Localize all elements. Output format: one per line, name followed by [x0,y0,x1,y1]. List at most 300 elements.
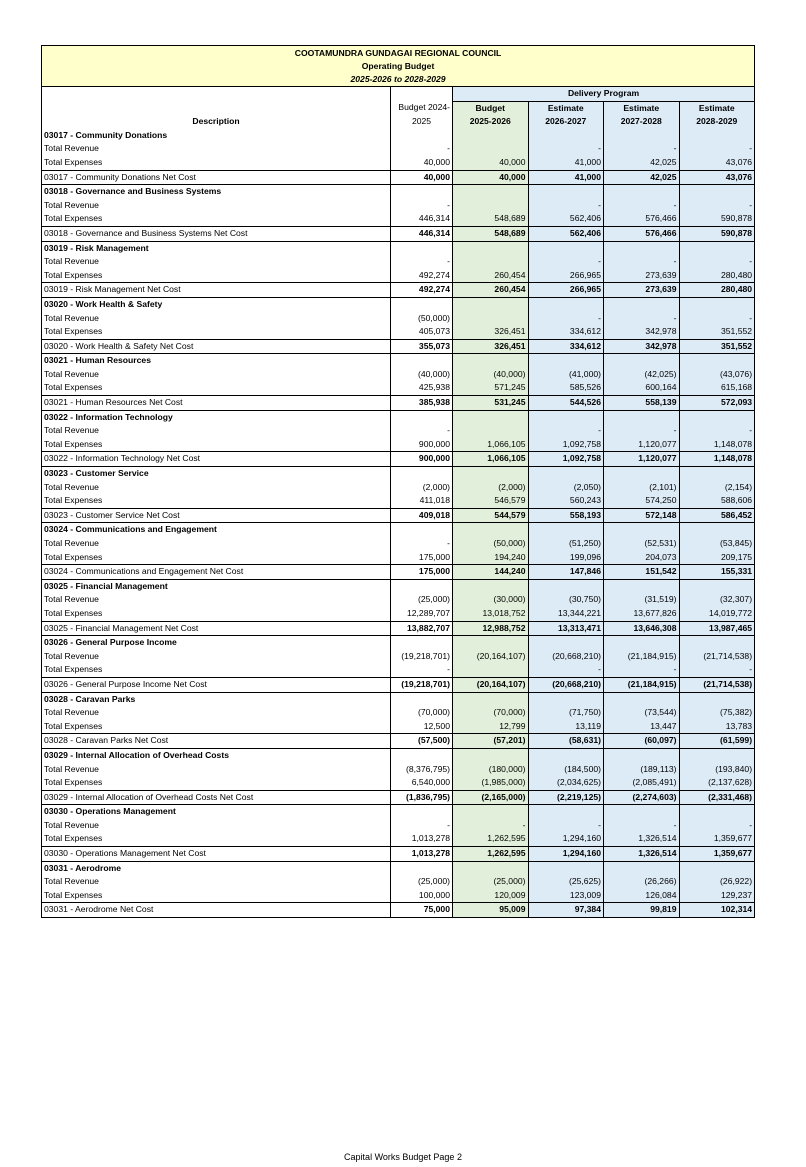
table-row [42,763,755,777]
value-cell: (184,500) [528,763,604,777]
table-row [42,819,755,833]
value-cell: 273,639 [604,269,680,283]
value-cell: 1,013,278 [391,847,453,862]
row-label: Total Revenue [42,650,391,664]
value-cell: (30,000) [453,593,529,607]
table-row [42,481,755,495]
net-cost-row [42,283,755,298]
value-cell: 12,988,752 [453,621,529,636]
value-cell: - [604,663,680,677]
row-label: 03017 - Community Donations Net Cost [42,170,391,185]
value-cell: 600,164 [604,381,680,395]
section-title: 03031 - Aerodrome [42,861,391,875]
value-cell: 1,120,077 [604,452,680,467]
table-row [42,494,755,508]
value-cell: 425,938 [391,381,453,395]
value-cell: (25,000) [453,875,529,889]
row-label: 03025 - Financial Management Net Cost [42,621,391,636]
table-row [42,551,755,565]
value-cell: - [679,312,755,326]
value-cell: 102,314 [679,903,755,918]
value-cell: 280,480 [679,283,755,298]
value-cell: 1,013,278 [391,832,453,846]
value-cell: 900,000 [391,438,453,452]
table-row [42,212,755,226]
value-cell: (21,184,915) [604,677,680,692]
value-cell: 13,018,752 [453,607,529,621]
value-cell: 558,193 [528,508,604,523]
value-cell [453,142,529,156]
value-cell [453,663,529,677]
value-cell: - [679,142,755,156]
table-row [42,424,755,438]
row-label: 03018 - Governance and Business Systems Net Cost [42,226,391,241]
table-row [42,269,755,283]
col-description-header: Description [42,115,391,129]
value-cell: 385,938 [391,396,453,411]
table-row [42,593,755,607]
value-cell: 175,000 [391,565,453,580]
value-cell: 571,245 [453,381,529,395]
value-cell: 1,066,105 [453,438,529,452]
section-title: 03017 - Community Donations [42,129,391,143]
value-cell: 100,000 [391,889,453,903]
value-cell: 209,175 [679,551,755,565]
value-cell: 266,965 [528,283,604,298]
section-header-row [42,636,755,650]
row-label: Total Expenses [42,381,391,395]
value-cell: 266,965 [528,269,604,283]
col-est2-bottom: 2027-2028 [604,115,680,129]
row-label: 03021 - Human Resources Net Cost [42,396,391,411]
value-cell: (2,050) [528,481,604,495]
value-cell: - [604,199,680,213]
net-cost-row [42,621,755,636]
value-cell: (1,836,795) [391,790,453,805]
col-est3-top: Estimate [679,101,755,115]
value-cell: (75,382) [679,706,755,720]
value-cell: 40,000 [391,156,453,170]
value-cell: 326,451 [453,339,529,354]
value-cell: 1,294,160 [528,847,604,862]
value-cell: (41,000) [528,368,604,382]
section-title: 03026 - General Purpose Income [42,636,391,650]
value-cell: 13,677,826 [604,607,680,621]
value-cell: (2,000) [391,481,453,495]
value-cell: (2,154) [679,481,755,495]
value-cell: 12,799 [453,720,529,734]
value-cell: 260,454 [453,283,529,298]
value-cell: (57,201) [453,734,529,749]
section-header-row [42,748,755,762]
value-cell: 1,262,595 [453,847,529,862]
table-row [42,156,755,170]
value-cell: 562,406 [528,226,604,241]
value-cell: 544,579 [453,508,529,523]
value-cell: 204,073 [604,551,680,565]
value-cell: 546,579 [453,494,529,508]
row-label: Total Expenses [42,325,391,339]
value-cell: (19,218,701) [391,650,453,664]
row-label: Total Expenses [42,663,391,677]
value-cell: 576,466 [604,226,680,241]
section-header-row [42,692,755,706]
value-cell: - [528,199,604,213]
value-cell: 95,009 [453,903,529,918]
value-cell: 6,540,000 [391,776,453,790]
col-est1-bottom: 2026-2027 [528,115,604,129]
value-cell: (20,668,210) [528,650,604,664]
value-cell: 576,466 [604,212,680,226]
value-cell: 334,612 [528,339,604,354]
col-prev-bottom: 2025 [391,115,453,129]
value-cell: (70,000) [453,706,529,720]
value-cell: 120,009 [453,889,529,903]
table-row [42,368,755,382]
section-header-row [42,410,755,424]
value-cell: 273,639 [604,283,680,298]
value-cell: - [528,255,604,269]
value-cell: 342,978 [604,339,680,354]
value-cell: 151,542 [604,565,680,580]
value-cell: (2,101) [604,481,680,495]
value-cell: 586,452 [679,508,755,523]
value-cell: 1,326,514 [604,847,680,862]
section-header-row [42,185,755,199]
section-header-row [42,579,755,593]
value-cell: 199,096 [528,551,604,565]
value-cell: 147,846 [528,565,604,580]
row-label: Total Revenue [42,481,391,495]
value-cell: 13,447 [604,720,680,734]
value-cell: (193,840) [679,763,755,777]
value-cell: 43,076 [679,170,755,185]
value-cell: (2,034,625) [528,776,604,790]
value-cell: 13,783 [679,720,755,734]
value-cell: - [391,819,453,833]
delivery-program-header: Delivery Program [453,87,755,102]
value-cell: (40,000) [453,368,529,382]
value-cell: 129,237 [679,889,755,903]
value-cell: (53,845) [679,537,755,551]
value-cell: (2,000) [453,481,529,495]
row-label: Total Expenses [42,776,391,790]
net-cost-row [42,565,755,580]
row-label: 03029 - Internal Allocation of Overhead Costs Net Cost [42,790,391,805]
value-cell: 615,168 [679,381,755,395]
value-cell: (20,668,210) [528,677,604,692]
value-cell: - [604,819,680,833]
value-cell: 351,552 [679,325,755,339]
value-cell: (51,250) [528,537,604,551]
row-label: 03023 - Customer Service Net Cost [42,508,391,523]
table-row [42,255,755,269]
value-cell: 446,314 [391,226,453,241]
value-cell: 411,018 [391,494,453,508]
value-cell: 492,274 [391,269,453,283]
table-row [42,650,755,664]
row-label: Total Expenses [42,269,391,283]
value-cell: (32,307) [679,593,755,607]
value-cell: 41,000 [528,170,604,185]
net-cost-row [42,339,755,354]
value-cell: - [679,199,755,213]
value-cell: 13,313,471 [528,621,604,636]
value-cell: (2,274,603) [604,790,680,805]
table-row [42,312,755,326]
value-cell: - [391,424,453,438]
value-cell: 144,240 [453,565,529,580]
value-cell: - [604,255,680,269]
value-cell: (61,599) [679,734,755,749]
section-header-row [42,523,755,537]
row-label: Total Revenue [42,199,391,213]
value-cell: 13,987,465 [679,621,755,636]
row-label: Total Revenue [42,255,391,269]
section-title: 03024 - Communications and Engagement [42,523,391,537]
value-cell: - [679,255,755,269]
section-header-row [42,805,755,819]
value-cell: (52,531) [604,537,680,551]
value-cell: - [528,819,604,833]
row-label: Total Revenue [42,312,391,326]
row-label: 03031 - Aerodrome Net Cost [42,903,391,918]
value-cell: 13,882,707 [391,621,453,636]
row-label: 03028 - Caravan Parks Net Cost [42,734,391,749]
value-cell: 900,000 [391,452,453,467]
value-cell: - [391,255,453,269]
table-row [42,706,755,720]
value-cell [453,199,529,213]
value-cell: (50,000) [391,312,453,326]
row-label: 03026 - General Purpose Income Net Cost [42,677,391,692]
value-cell: (2,219,125) [528,790,604,805]
row-label: Total Expenses [42,156,391,170]
value-cell: 590,878 [679,226,755,241]
section-header-row [42,129,755,143]
row-label: Total Revenue [42,424,391,438]
value-cell: (21,714,538) [679,677,755,692]
table-row [42,142,755,156]
value-cell: 1,262,595 [453,832,529,846]
net-cost-row [42,170,755,185]
value-cell: 562,406 [528,212,604,226]
net-cost-row [42,677,755,692]
value-cell: 572,093 [679,396,755,411]
value-cell: - [391,199,453,213]
row-label: Total Revenue [42,819,391,833]
row-label: 03022 - Information Technology Net Cost [42,452,391,467]
table-row [42,381,755,395]
row-label: Total Revenue [42,706,391,720]
table-row [42,720,755,734]
value-cell: 585,526 [528,381,604,395]
table-row [42,663,755,677]
value-cell: 1,092,758 [528,438,604,452]
value-cell: (2,331,468) [679,790,755,805]
value-cell: (25,000) [391,593,453,607]
value-cell: - [528,424,604,438]
value-cell: (26,922) [679,875,755,889]
value-cell: 12,289,707 [391,607,453,621]
value-cell: - [528,663,604,677]
value-cell [453,312,529,326]
section-title: 03025 - Financial Management [42,579,391,593]
value-cell: 548,689 [453,226,529,241]
section-title: 03030 - Operations Management [42,805,391,819]
row-label: Total Expenses [42,212,391,226]
value-cell: - [391,663,453,677]
value-cell: (30,750) [528,593,604,607]
net-cost-row [42,452,755,467]
col-budget-bottom: 2025-2026 [453,115,529,129]
value-cell: (58,631) [528,734,604,749]
row-label: Total Revenue [42,763,391,777]
row-label: Total Expenses [42,720,391,734]
value-cell: 175,000 [391,551,453,565]
section-header-row [42,861,755,875]
col-est1-top: Estimate [528,101,604,115]
col-prev-top: Budget 2024- [391,101,453,115]
value-cell: (50,000) [453,537,529,551]
value-cell: 14,019,772 [679,607,755,621]
net-cost-row [42,734,755,749]
value-cell: - [391,142,453,156]
value-cell: (2,085,491) [604,776,680,790]
value-cell: (70,000) [391,706,453,720]
value-cell: - [453,819,529,833]
report-title: Operating Budget [361,60,435,71]
value-cell: - [679,819,755,833]
value-cell: 1,120,077 [604,438,680,452]
value-cell: (60,097) [604,734,680,749]
value-cell: (20,164,107) [453,650,529,664]
table-row [42,325,755,339]
value-cell: 590,878 [679,212,755,226]
row-label: 03030 - Operations Management Net Cost [42,847,391,862]
row-label: 03019 - Risk Management Net Cost [42,283,391,298]
value-cell: (25,000) [391,875,453,889]
value-cell: 13,646,308 [604,621,680,636]
value-cell: - [679,663,755,677]
value-cell: - [604,424,680,438]
value-cell: 1,066,105 [453,452,529,467]
value-cell: 409,018 [391,508,453,523]
value-cell: 574,250 [604,494,680,508]
value-cell: 1,294,160 [528,832,604,846]
row-label: 03020 - Work Health & Safety Net Cost [42,339,391,354]
org-name: COOTAMUNDRA GUNDAGAI REGIONAL COUNCIL [294,47,502,58]
value-cell: 560,243 [528,494,604,508]
value-cell: 548,689 [453,212,529,226]
value-cell: 13,119 [528,720,604,734]
value-cell: 126,084 [604,889,680,903]
value-cell: 326,451 [453,325,529,339]
value-cell: (26,266) [604,875,680,889]
net-cost-row [42,903,755,918]
value-cell: 1,359,677 [679,847,755,862]
row-label: Total Expenses [42,607,391,621]
section-title: 03023 - Customer Service [42,467,391,481]
value-cell: 42,025 [604,156,680,170]
value-cell: - [528,142,604,156]
value-cell [453,424,529,438]
table-row [42,438,755,452]
row-label: Total Revenue [42,142,391,156]
section-title: 03018 - Governance and Business Systems [42,185,391,199]
row-label: Total Revenue [42,875,391,889]
section-title: 03022 - Information Technology [42,410,391,424]
value-cell: 260,454 [453,269,529,283]
value-cell: 194,240 [453,551,529,565]
value-cell: (40,000) [391,368,453,382]
value-cell: 75,000 [391,903,453,918]
table-row [42,889,755,903]
value-cell: 1,148,078 [679,452,755,467]
row-label: Total Expenses [42,551,391,565]
value-cell: (20,164,107) [453,677,529,692]
section-header-row [42,241,755,255]
value-cell: (2,137,628) [679,776,755,790]
value-cell: (21,714,538) [679,650,755,664]
table-row [42,199,755,213]
value-cell: 43,076 [679,156,755,170]
value-cell: 342,978 [604,325,680,339]
value-cell: 1,148,078 [679,438,755,452]
table-row [42,607,755,621]
table-row [42,875,755,889]
value-cell: 355,073 [391,339,453,354]
row-label: Total Revenue [42,368,391,382]
value-cell: 99,819 [604,903,680,918]
value-cell: 544,526 [528,396,604,411]
row-label: Total Expenses [42,438,391,452]
row-label: Total Revenue [42,537,391,551]
row-label: Total Expenses [42,494,391,508]
value-cell: 42,025 [604,170,680,185]
value-cell: 531,245 [453,396,529,411]
section-title: 03020 - Work Health & Safety [42,297,391,311]
col-est3-bottom: 2028-2029 [679,115,755,129]
value-cell: 558,139 [604,396,680,411]
value-cell: 155,331 [679,565,755,580]
value-cell: (31,519) [604,593,680,607]
value-cell: - [528,312,604,326]
value-cell: (73,544) [604,706,680,720]
value-cell: 572,148 [604,508,680,523]
value-cell: 12,500 [391,720,453,734]
net-cost-row [42,790,755,805]
value-cell: 446,314 [391,212,453,226]
report-period: 2025-2026 to 2028-2029 [350,73,446,84]
value-cell: 97,384 [528,903,604,918]
value-cell: 40,000 [453,170,529,185]
net-cost-row [42,226,755,241]
section-title: 03019 - Risk Management [42,241,391,255]
net-cost-row [42,508,755,523]
section-title: 03021 - Human Resources [42,354,391,368]
value-cell: 588,606 [679,494,755,508]
net-cost-row [42,396,755,411]
value-cell: 1,326,514 [604,832,680,846]
value-cell: 1,092,758 [528,452,604,467]
net-cost-row [42,847,755,862]
col-est2-top: Estimate [604,101,680,115]
table-row [42,832,755,846]
section-header-row [42,467,755,481]
value-cell: (21,184,915) [604,650,680,664]
section-title: 03029 - Internal Allocation of Overhead Costs [42,748,391,762]
